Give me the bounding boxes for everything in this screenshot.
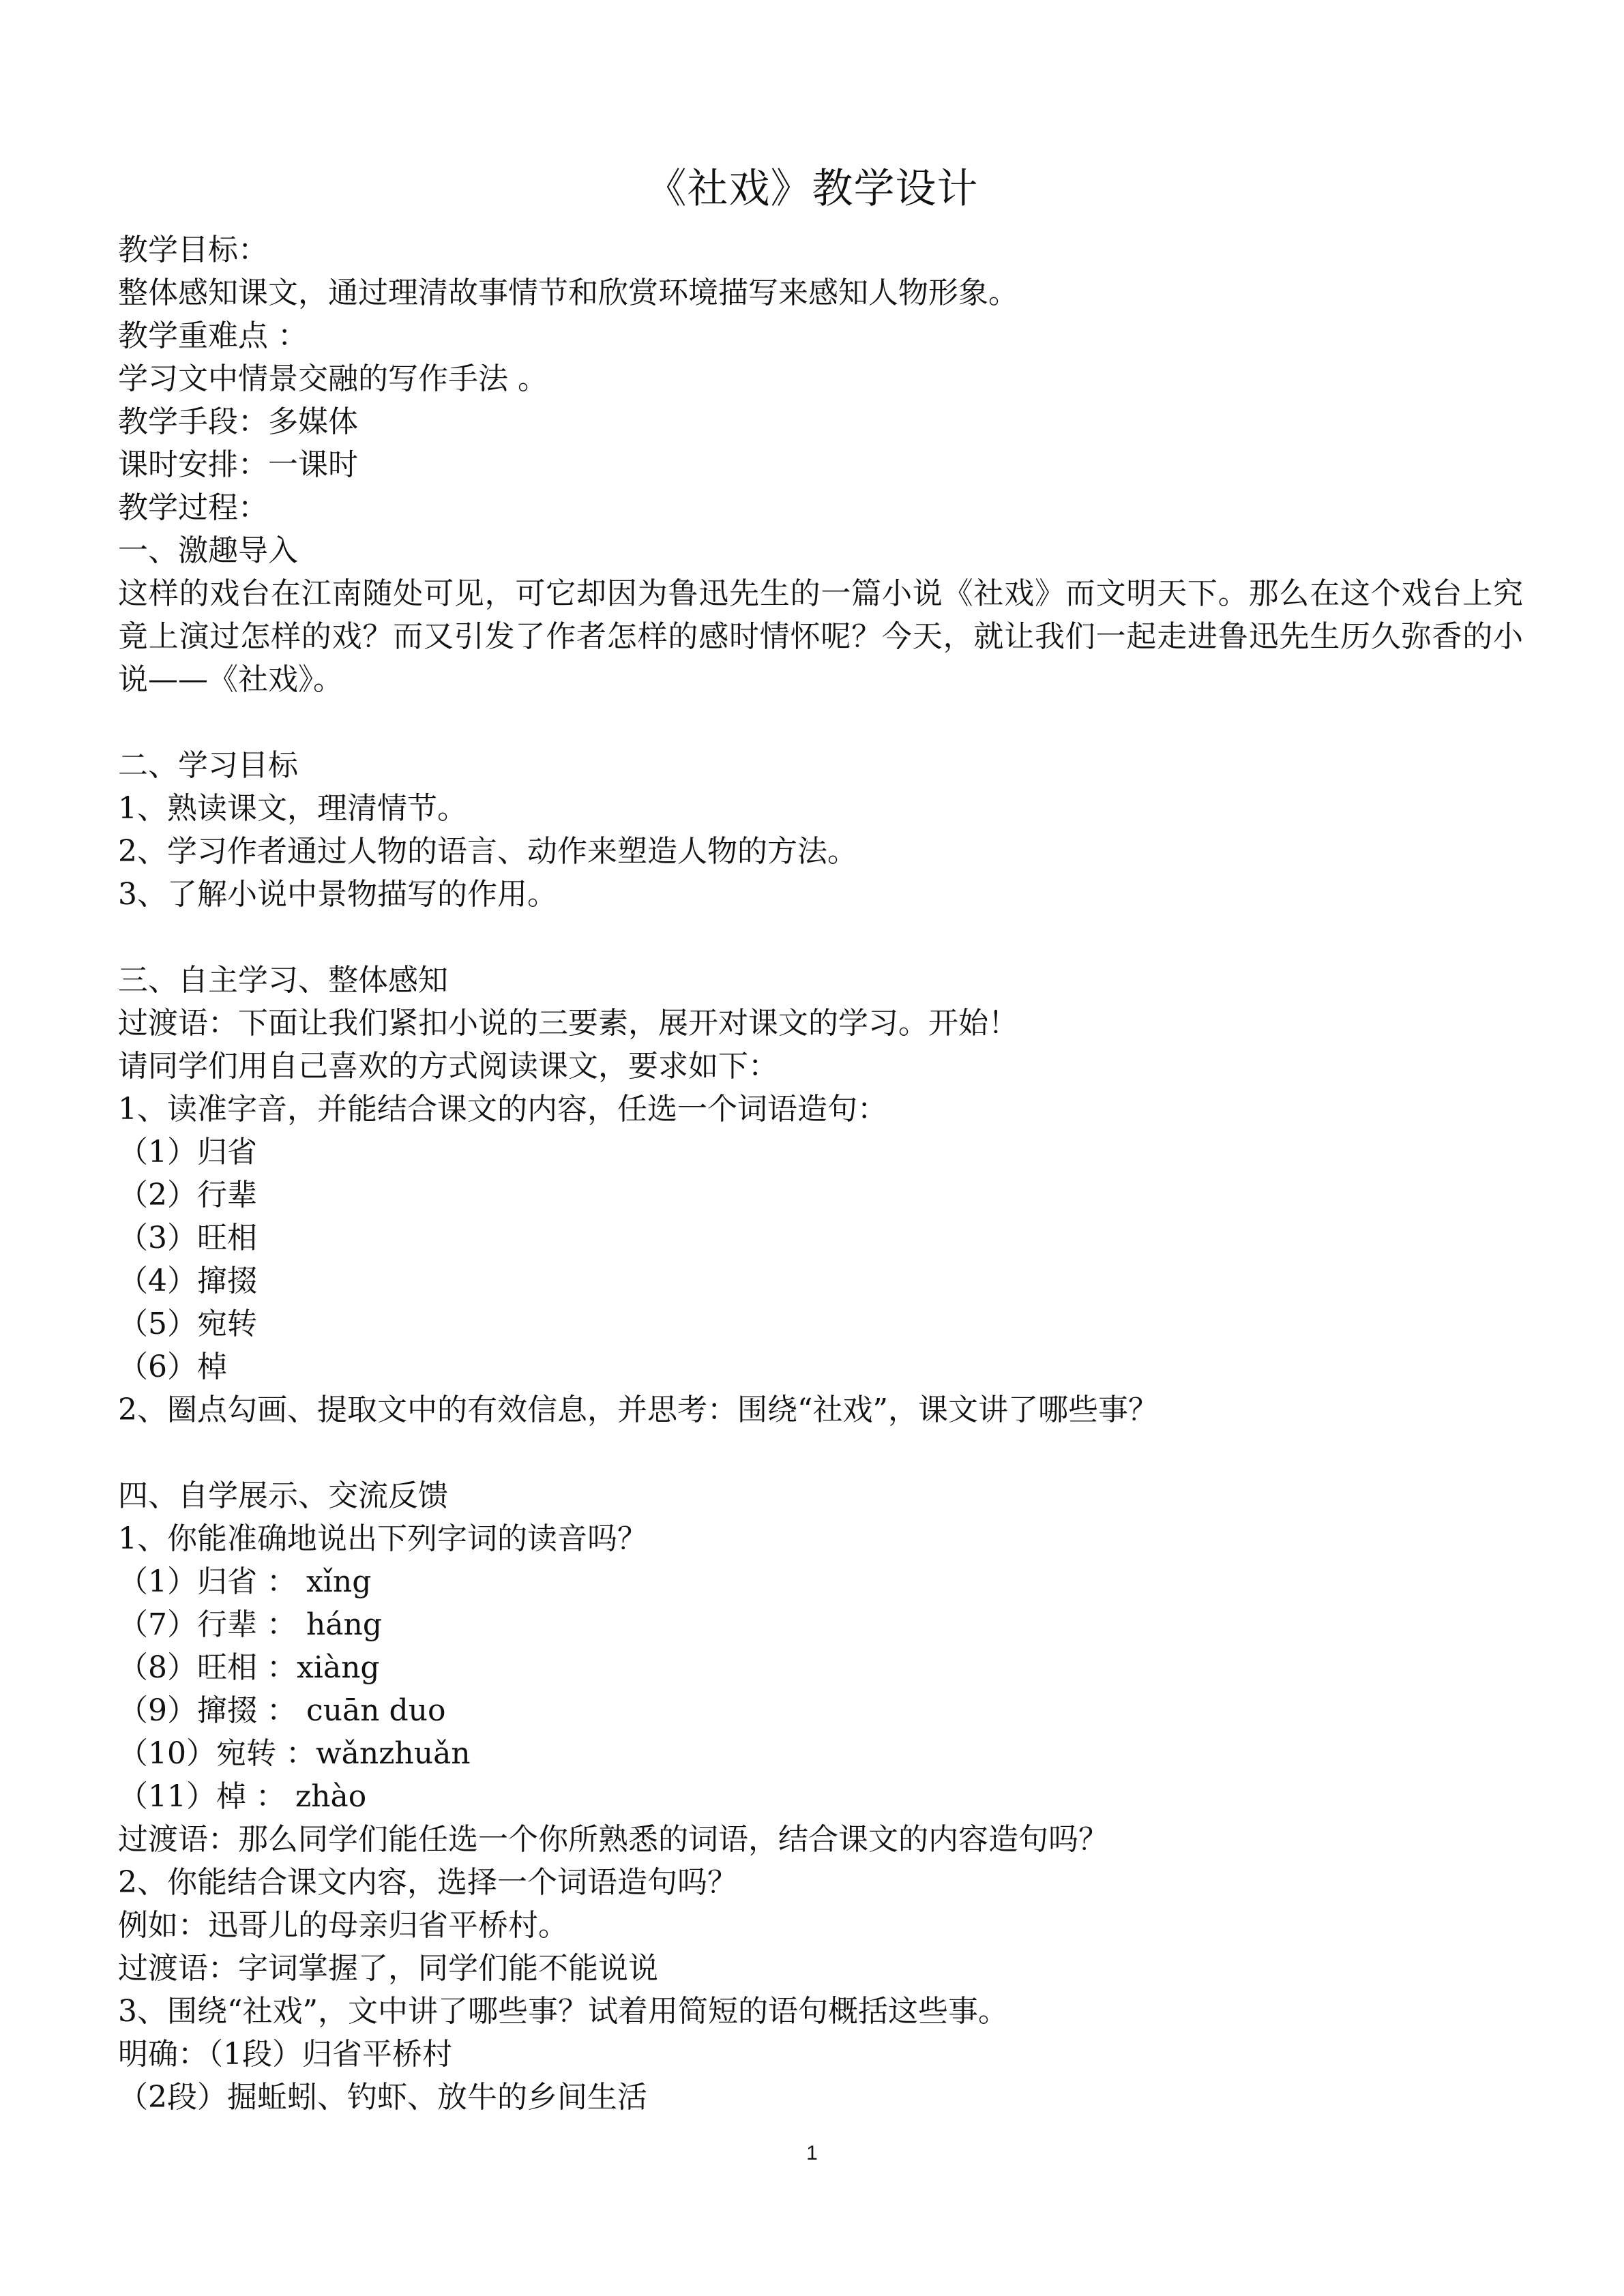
section-heading: 一、激趣导入 bbox=[118, 533, 298, 568]
list-item: （9）撺掇 ： cuān duo bbox=[118, 1693, 446, 1728]
list-item: （3）旺相 bbox=[118, 1221, 257, 1255]
text-line: 教学手段：多媒体 bbox=[118, 404, 358, 439]
text-line: 例如：迅哥儿的母亲归省平桥村。 bbox=[118, 1908, 568, 1943]
list-item: （10）宛转 ：wǎnzhuǎn bbox=[118, 1736, 471, 1771]
text-line: 1、熟读课文，理清情节。 bbox=[118, 791, 467, 826]
blank-line bbox=[118, 701, 1523, 744]
page-number: 1 bbox=[806, 2142, 818, 2164]
section-heading: 四、自学展示、交流反馈 bbox=[118, 1478, 448, 1513]
blank-line bbox=[118, 1431, 1523, 1474]
text-line: 课时安排：一课时 bbox=[118, 447, 358, 482]
text-line: （2段）掘蚯蚓、钓虾、放牛的乡间生活 bbox=[118, 2080, 647, 2115]
list-item: （1）归省 ： xǐng bbox=[118, 1564, 372, 1599]
text-line: 1、你能准确地说出下列字词的读音吗？ bbox=[118, 1521, 647, 1556]
text-line: 3、围绕“社戏”，文中讲了哪些事？试着用简短的语句概括这些事。 bbox=[118, 1994, 1008, 2029]
list-item: （6）棹 bbox=[118, 1350, 227, 1384]
text-line: 教学过程： bbox=[118, 490, 268, 525]
document-body bbox=[118, 228, 1523, 2119]
list-item: （7）行辈 ： háng bbox=[118, 1607, 383, 1642]
text-line: 3、了解小说中景物描写的作用。 bbox=[118, 877, 557, 912]
text-line: 2、圈点勾画、提取文中的有效信息，并思考：围绕“社戏”，课文讲了哪些事？ bbox=[118, 1392, 1158, 1427]
text-line: 明确：（1段）归省平桥村 bbox=[118, 2037, 452, 2072]
list-item: （8）旺相 ：xiàng bbox=[118, 1650, 380, 1685]
text-line: 2、学习作者通过人物的语言、动作来塑造人物的方法。 bbox=[118, 834, 857, 869]
text-line: 1、读准字音，并能结合课文的内容，任选一个词语造句： bbox=[118, 1092, 887, 1127]
section-heading: 三、自主学习、整体感知 bbox=[118, 963, 448, 998]
list-item: （1）归省 bbox=[118, 1135, 257, 1169]
document-title: 《社戏》教学设计 bbox=[645, 165, 979, 213]
intro-paragraph: 这样的戏台在江南随处可见，可它却因为鲁迅先生的一篇小说《社戏》而文明天下。那么在这个戏台上究竟上演过怎样的戏？而又引发了作者怎样的感时情怀呢？今天，就让我们一起走进鲁迅先生历久弥香的小说——《社戏》。 bbox=[118, 576, 1523, 697]
text-line: 2、你能结合课文内容，选择一个词语造句吗？ bbox=[118, 1865, 737, 1900]
text-line: 教学重难点 ： bbox=[118, 318, 308, 353]
list-item: （2）行辈 bbox=[118, 1178, 257, 1212]
text-line: 过渡语：字词掌握了，同学们能不能说说 bbox=[118, 1951, 658, 1986]
text-line: 过渡语：那么同学们能任选一个你所熟悉的词语，结合课文的内容造句吗？ bbox=[118, 1822, 1108, 1857]
list-item: （5）宛转 bbox=[118, 1307, 257, 1341]
section-heading: 二、学习目标 bbox=[118, 748, 298, 783]
text-line: 请同学们用自己喜欢的方式阅读课文，要求如下： bbox=[118, 1049, 778, 1084]
text-line: 教学目标： bbox=[118, 233, 268, 267]
text-line: 整体感知课文，通过理清故事情节和欣赏环境描写来感知人物形象。 bbox=[118, 275, 1018, 310]
blank-line bbox=[118, 916, 1523, 959]
text-line: 学习文中情景交融的写作手法 。 bbox=[118, 361, 548, 396]
list-item: （11）棹 ： zhào bbox=[118, 1779, 367, 1814]
text-line: 过渡语：下面让我们紧扣小说的三要素，展开对课文的学习。开始！ bbox=[118, 1006, 1018, 1041]
list-item: （4）撺掇 bbox=[118, 1264, 257, 1298]
